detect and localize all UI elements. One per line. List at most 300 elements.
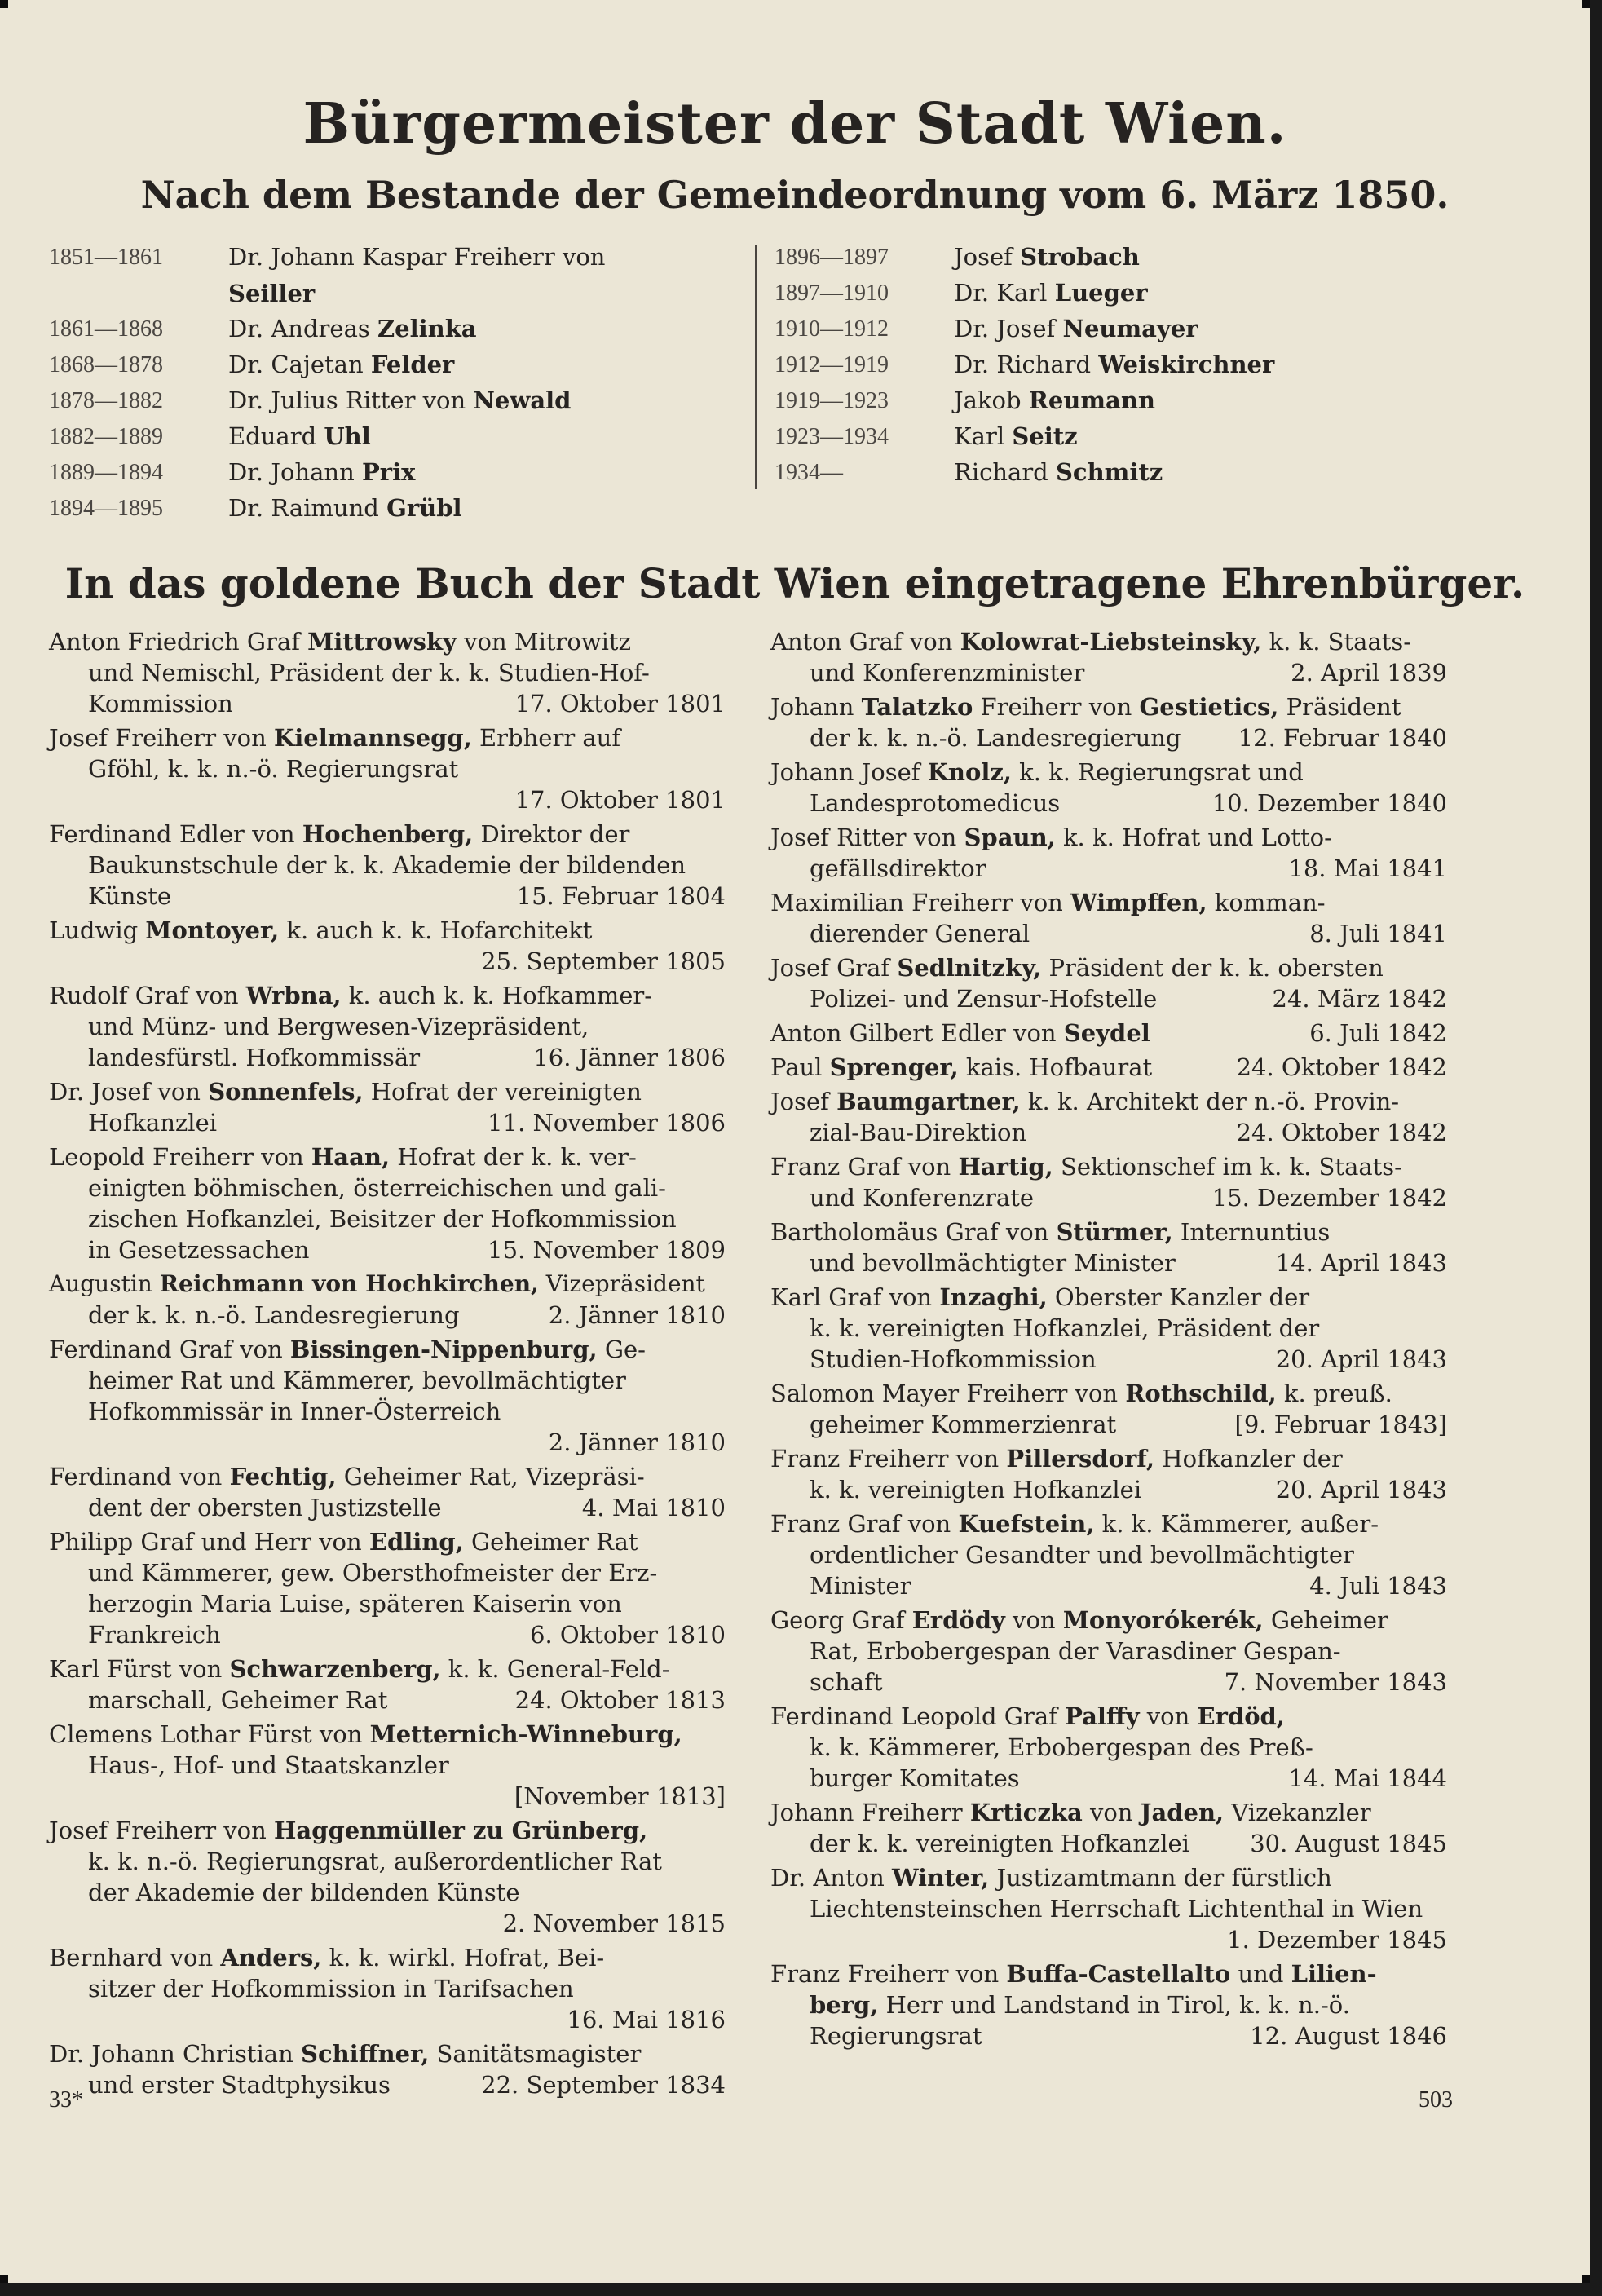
entry-date: 20. April 1843	[1275, 1476, 1447, 1503]
entry-lead	[770, 1445, 1343, 1473]
entry-lead	[49, 724, 620, 752]
entry-date: [November 1813]	[514, 1782, 726, 1810]
entry-text: Polizei- und Zensur-Hofstelle	[810, 985, 1158, 1013]
entry-text: in Gesetzessachen	[88, 1236, 310, 1264]
entry-line	[770, 1636, 1447, 1667]
entry-text: Justizamtmann der fürstlich	[989, 1864, 1332, 1892]
entry-text: Johann Freiherr	[770, 1799, 970, 1826]
mayor-row	[775, 241, 1345, 277]
entry-line	[49, 2069, 726, 2100]
honoree-name: Haggenmüller zu Grünberg,	[274, 1817, 648, 1844]
entry-lead	[770, 693, 1401, 721]
section-heading: In das goldene Buch der Stadt Wien eingetragene Ehrenbürger.	[64, 559, 1525, 607]
entry-line	[770, 1667, 1447, 1698]
entry-text: Johann Josef	[770, 758, 928, 786]
entry-text: von	[1082, 1799, 1141, 1826]
honorary-entry	[770, 1862, 1447, 1955]
entry-line	[770, 722, 1447, 753]
entry-text: heimer Rat und Kämmerer, bevollmächtigter	[88, 1367, 626, 1394]
entry-date: 15. November 1809	[488, 1236, 726, 1264]
entry-date: 8. Juli 1841	[1309, 920, 1447, 947]
entry-line	[770, 1378, 1447, 1409]
entry-text: und Nemischl, Präsident der k. k. Studien-Hof-	[88, 659, 650, 687]
entry-line	[770, 918, 1447, 949]
honoree-name: Sonnenfels,	[208, 1078, 364, 1106]
entry-line	[770, 1893, 1447, 1924]
entry-text: Ferdinand Graf von	[49, 1336, 290, 1363]
entry-text: Geheimer Rat, Vizepräsi-	[336, 1463, 645, 1490]
entry-line	[49, 1973, 726, 2004]
entry-line	[770, 1344, 1447, 1375]
entry-date: 12. Februar 1840	[1238, 724, 1447, 752]
mayor-list-left	[49, 241, 730, 528]
mayor-surname: Neumayer	[1062, 315, 1198, 342]
entry-line	[770, 1443, 1447, 1474]
entry-text: Franz Graf von	[770, 1153, 959, 1181]
entry-text: k. k. Kämmerer, Erbobergespan des Preß-	[810, 1733, 1313, 1761]
honoree-name: Schiffner,	[301, 2040, 430, 2068]
honoree-name: Montoyer,	[145, 916, 280, 944]
mayor-years: 1851—1861	[49, 245, 163, 270]
entry-text: Ge-	[597, 1336, 646, 1363]
honorary-entry	[770, 1086, 1447, 1148]
entry-line	[49, 1234, 726, 1265]
mayor-name	[954, 421, 1345, 457]
entry-text: Franz Graf von	[770, 1510, 959, 1538]
entry-line	[770, 1182, 1447, 1213]
entry-text: Dr. Anton	[770, 1864, 892, 1892]
entry-line	[49, 1750, 726, 1781]
honoree-name: Inzaghi,	[939, 1283, 1048, 1311]
entry-lead	[49, 1528, 638, 1556]
entry-line	[770, 1409, 1447, 1440]
entry-text: Haus-, Hof- und Staatskanzler	[88, 1751, 449, 1779]
entry-text: Hofkanzler der	[1154, 1445, 1343, 1473]
entry-text: Josef Graf	[770, 954, 898, 982]
entry-lead	[770, 1052, 1152, 1083]
entry-text: Josef Ritter von	[770, 823, 964, 851]
honoree-name: Palffy	[1065, 1702, 1140, 1730]
honoree-name: berg,	[810, 1991, 879, 2019]
entry-line	[49, 819, 726, 850]
honoree-name: Spaun,	[964, 823, 1056, 851]
entry-date: 15. Dezember 1842	[1211, 1184, 1447, 1212]
entry-line	[49, 722, 726, 753]
honoree-name: Hartig,	[958, 1153, 1053, 1181]
entry-text: k. auch k. k. Hofkammer-	[341, 982, 653, 1009]
entry-line	[49, 1141, 726, 1172]
mayor-surname: Seiller	[228, 280, 316, 307]
entry-lead	[770, 1606, 1388, 1634]
entry-line	[49, 1719, 726, 1750]
entry-line	[49, 1684, 726, 1715]
entry-text: dierender General	[810, 920, 1030, 947]
entry-text: k. k. vereinigten Hofkanzlei, Präsident der	[810, 1314, 1320, 1342]
honorary-entry	[49, 1269, 726, 1331]
entry-text: der k. k. n.-ö. Landesregierung	[88, 1301, 460, 1329]
entry-line	[770, 788, 1447, 819]
mayor-row	[775, 349, 1345, 385]
honorary-entry	[770, 952, 1447, 1014]
mayor-row	[49, 313, 730, 349]
entry-date: 24. März 1842	[1272, 985, 1447, 1013]
mayor-name	[954, 241, 1345, 277]
entry-date: 4. Juli 1843	[1309, 1572, 1447, 1600]
corner-mark	[0, 0, 8, 8]
honorary-entry	[770, 1151, 1447, 1213]
entry-date: 10. Dezember 1840	[1211, 789, 1447, 817]
mayor-name	[954, 385, 1345, 421]
entry-lead	[49, 1817, 647, 1844]
entry-line	[770, 1732, 1447, 1763]
entry-text: gefällsdirektor	[810, 854, 986, 882]
entry-line: zischen Hofkanzlei, Beisitzer der Hofkommission	[88, 1205, 677, 1233]
entry-lead	[770, 1283, 1309, 1311]
honorary-entry	[770, 1378, 1447, 1440]
entry-lead	[770, 1702, 1285, 1730]
entry-text: Hofrat der k. k. ver-	[390, 1143, 637, 1171]
entry-text: der k. k. vereinigten Hofkanzlei	[810, 1830, 1189, 1857]
entry-line	[49, 881, 726, 912]
entry-lead	[49, 982, 652, 1009]
entry-text: Vizekanzler	[1224, 1799, 1371, 1826]
entry-lead	[49, 820, 629, 848]
entry-line	[770, 1701, 1447, 1732]
column-divider	[755, 245, 757, 489]
entry-text: Josef Freiherr von	[49, 724, 275, 752]
honoree-name: Gestietics,	[1139, 693, 1279, 721]
honoree-name: Reichmann von Hochkirchen,	[159, 1270, 539, 1297]
entry-date: 16. Jänner 1806	[533, 1044, 726, 1071]
entry-lead	[770, 823, 1332, 851]
entry-text: Paul	[770, 1053, 830, 1081]
entry-text: Maximilian Freiherr von	[770, 889, 1071, 916]
honoree-name: Knolz,	[927, 758, 1012, 786]
entry-date: 17. Oktober 1801	[514, 786, 726, 814]
corner-mark	[0, 2275, 8, 2283]
entry-lead	[770, 889, 1326, 916]
entry-line	[770, 1508, 1447, 1539]
honorary-entry	[49, 1334, 726, 1458]
entry-lead	[770, 1799, 1371, 1826]
entry-text: landesfürstl. Hofkommissär	[88, 1044, 421, 1071]
honoree-name: Fechtig,	[229, 1463, 337, 1490]
entry-lead	[49, 1463, 645, 1490]
entry-line: herzogin Maria Luise, späteren Kaiserin von	[88, 1590, 622, 1618]
entry-date: 25. September 1805	[481, 947, 726, 975]
mayor-name	[228, 313, 730, 349]
entry-lead	[49, 1720, 682, 1748]
honorary-list-right	[770, 626, 1447, 2055]
entry-line	[770, 1247, 1447, 1278]
honorary-entry	[49, 1076, 726, 1138]
honorary-entry	[770, 887, 1447, 949]
entry-lead	[49, 1655, 670, 1683]
mayor-given-name: Dr. Cajetan	[228, 351, 371, 378]
entry-text: zial-Bau-Direktion	[810, 1119, 1027, 1146]
entry-text: Internuntius	[1172, 1218, 1331, 1246]
mayor-years: 1912—1919	[775, 352, 889, 378]
corner-mark	[1582, 2275, 1590, 2283]
entry-date: 7. November 1843	[1224, 1668, 1447, 1696]
mayor-years: 1934—	[775, 460, 843, 485]
entry-line	[770, 1570, 1447, 1601]
entry-text: Hofkanzlei	[88, 1109, 218, 1137]
entry-text: der k. k. n.-ö. Landesregierung	[810, 724, 1181, 752]
honorary-entry	[770, 691, 1447, 753]
entry-text: marschall, Geheimer Rat	[88, 1686, 388, 1714]
entry-date: 2. April 1839	[1291, 659, 1447, 687]
honoree-name: Baumgartner,	[836, 1088, 1021, 1115]
entry-line	[49, 1619, 726, 1650]
entry-line	[49, 1011, 726, 1042]
entry-text: einigten böhmischen, österreichischen und gali-	[88, 1174, 666, 1202]
mayor-name	[954, 349, 1345, 385]
mayor-row	[775, 457, 1345, 492]
entry-line	[770, 822, 1447, 853]
entry-line	[49, 1654, 726, 1684]
mayor-name	[228, 421, 730, 457]
honoree-name: Sedlnitzky,	[897, 954, 1042, 982]
entry-date: 2. Jänner 1810	[548, 1301, 726, 1329]
entry-line	[770, 1282, 1447, 1313]
entry-date: 6. Oktober 1810	[530, 1621, 726, 1649]
entry-text: dent der obersten Justizstelle	[88, 1494, 442, 1521]
honorary-entry	[49, 1461, 726, 1523]
entry-line	[770, 1086, 1447, 1117]
honoree-name: Haan,	[311, 1143, 391, 1171]
honoree-name: Erdöd,	[1197, 1702, 1285, 1730]
honoree-name: Talatzko	[861, 693, 973, 721]
entry-text: Josef	[770, 1088, 837, 1115]
entry-text: k. k. vereinigten Hofkanzlei	[810, 1476, 1142, 1503]
mayor-surname: Uhl	[324, 422, 371, 450]
entry-line	[49, 1942, 726, 1973]
entry-line	[49, 1365, 726, 1396]
mayor-years: 1868—1878	[49, 352, 163, 378]
page-subtitle: Nach dem Bestande der Gemeindeordnung vom 6. März 1850.	[140, 173, 1450, 217]
mayor-row	[49, 241, 730, 277]
honorary-entry	[49, 1141, 726, 1265]
honoree-name: Pillersdorf,	[1006, 1445, 1155, 1473]
mayor-given-name: Richard	[954, 458, 1056, 486]
entry-text: Sanitätsmagister	[429, 2040, 642, 2068]
mayor-name	[954, 277, 1345, 313]
entry-date: 30. August 1845	[1250, 1830, 1447, 1857]
entry-line	[49, 1492, 726, 1523]
mayor-name-text: Dr. Johann Kaspar Freiherr von	[228, 243, 606, 271]
entry-date: 14. April 1843	[1275, 1249, 1447, 1277]
entry-line	[770, 626, 1447, 657]
honoree-name: Hochenberg,	[302, 820, 474, 848]
honorary-entry	[770, 1605, 1447, 1698]
entry-text: und Konferenzminister	[810, 659, 1085, 687]
entry-text: schaft	[810, 1668, 883, 1696]
mayor-years: 1861—1868	[49, 316, 163, 342]
entry-text: Direktor der	[473, 820, 630, 848]
honoree-name: Kolowrat-Liebsteinsky,	[960, 628, 1262, 656]
entry-line	[770, 1605, 1447, 1636]
entry-text: Dr. Josef von	[49, 1078, 209, 1106]
mayor-row	[49, 492, 730, 528]
entry-text: und Kämmerer, gew. Obersthofmeister der Erz-	[88, 1559, 658, 1587]
entry-text: Sektionschef im k. k. Staats-	[1053, 1153, 1402, 1181]
mayor-surname: Felder	[370, 351, 455, 378]
entry-text: k. k. wirkl. Hofrat, Bei-	[321, 1944, 605, 1971]
honorary-entry	[770, 1443, 1447, 1505]
mayor-surname: Weiskirchner	[1098, 351, 1275, 378]
honorary-entry	[770, 1018, 1447, 1049]
entry-line	[49, 2038, 726, 2069]
entry-line	[770, 1052, 1447, 1083]
entry-text: geheimer Kommerzienrat	[810, 1411, 1117, 1438]
entry-lead	[49, 1143, 637, 1171]
mayor-name	[228, 457, 730, 492]
entry-line	[770, 757, 1447, 788]
entry-text: und bevollmächtigter Minister	[810, 1249, 1176, 1277]
entry-date: 4. Mai 1810	[581, 1494, 726, 1521]
honorary-entry	[49, 626, 726, 719]
entry-text: Augustin	[49, 1270, 160, 1297]
honorary-entry	[49, 2038, 726, 2100]
entry-lead	[770, 1153, 1402, 1181]
entry-lead	[770, 1218, 1330, 1246]
entry-line	[770, 2020, 1447, 2051]
entry-line	[770, 1797, 1447, 1828]
entry-lead	[770, 758, 1304, 786]
entry-line	[770, 1018, 1447, 1049]
entry-date: 24. Oktober 1842	[1236, 1053, 1447, 1081]
mayor-years: 1897—1910	[775, 280, 889, 306]
entry-date: 16. Mai 1816	[567, 2006, 726, 2033]
entry-line	[770, 1989, 1447, 2020]
entry-line	[49, 688, 726, 719]
entry-text: k. k. Architekt der n.-ö. Provin-	[1020, 1088, 1400, 1115]
entry-lead	[770, 628, 1411, 656]
entry-date: 20. April 1843	[1275, 1345, 1447, 1373]
mayor-row	[775, 385, 1345, 421]
honoree-name: Buffa-Castellalto	[1006, 1960, 1231, 1988]
entry-date: 12. August 1846	[1250, 2022, 1447, 2050]
entry-line	[770, 952, 1447, 983]
entry-text: burger Komitates	[810, 1764, 1020, 1792]
entry-text: Liechtensteinschen Herrschaft Lichtenthal in Wien	[810, 1895, 1423, 1923]
entry-text: Bartholomäus Graf von	[770, 1218, 1057, 1246]
mayor-given-name: Dr. Johann	[228, 458, 362, 486]
entry-line	[770, 1828, 1447, 1859]
entry-text: Baukunstschule der k. k. Akademie der bildenden	[88, 851, 686, 879]
entry-text: Geheimer	[1263, 1606, 1388, 1634]
entry-text: Minister	[810, 1572, 911, 1600]
mayor-surname: Reumann	[1028, 386, 1156, 414]
entry-line	[770, 1216, 1447, 1247]
honorary-entry	[49, 722, 726, 815]
entry-text: Hofrat der vereinigten	[363, 1078, 642, 1106]
entry-date: 2. November 1815	[502, 1910, 726, 1937]
entry-text: von	[1004, 1606, 1063, 1634]
entry-line	[49, 1557, 726, 1588]
entry-text: k. auch k. k. Hofarchitekt	[279, 916, 593, 944]
entry-text: Ludwig	[49, 916, 146, 944]
entry-text: Ferdinand von	[49, 1463, 230, 1490]
honoree-name: Stürmer,	[1056, 1218, 1173, 1246]
entry-text: und Konferenzrate	[810, 1184, 1035, 1212]
entry-date: 24. Oktober 1842	[1236, 1119, 1447, 1146]
entry-line	[770, 983, 1447, 1014]
entry-text: Freiherr von	[973, 693, 1140, 721]
entry-lead	[770, 1864, 1332, 1892]
entry-line	[49, 1815, 726, 1846]
mayor-given-name: Dr. Julius Ritter von	[228, 386, 474, 414]
honoree-name: Wrbna,	[245, 982, 342, 1009]
entry-lead	[770, 1960, 1377, 1988]
entry-text: Anton Graf von	[770, 628, 960, 656]
entry-line	[770, 1763, 1447, 1794]
entry-line	[49, 1172, 726, 1203]
mayor-name	[228, 492, 730, 528]
honoree-name: Sprenger,	[829, 1053, 959, 1081]
mayor-surname: Lueger	[1054, 279, 1148, 307]
mayor-surname: Newald	[473, 386, 572, 414]
entry-text: Anton Friedrich Graf	[49, 628, 308, 656]
entry-line	[770, 1862, 1447, 1893]
mayor-given-name: Dr. Andreas	[228, 315, 377, 342]
honorary-entry	[770, 626, 1447, 688]
entry-line	[49, 980, 726, 1011]
entry-line	[49, 915, 726, 946]
mayor-given-name: Josef	[954, 243, 1021, 271]
honoree-name: Edling,	[369, 1528, 464, 1556]
honoree-name: Metternich-Winneburg,	[369, 1720, 682, 1748]
entry-date: 17. Oktober 1801	[514, 690, 726, 718]
entry-text: k. k. General-Feld-	[440, 1655, 670, 1683]
entry-text: Karl Fürst von	[49, 1655, 230, 1683]
entry-text: Regierungsrat	[810, 2022, 982, 2050]
mayor-years: 1878—1882	[49, 388, 163, 413]
mayor-surname: Grübl	[386, 494, 462, 522]
entry-text: Anton Gilbert Edler von	[770, 1019, 1064, 1047]
honoree-name: Kuefstein,	[958, 1510, 1095, 1538]
entry-lead	[770, 1088, 1399, 1115]
mayor-given-name: Dr. Richard	[954, 351, 1099, 378]
honoree-name: Erdödy	[911, 1606, 1005, 1634]
mayor-row	[775, 277, 1345, 313]
entry-text: ordentlicher Gesandter und bevollmächtigter	[810, 1541, 1354, 1569]
signature-mark: 33*	[49, 2087, 83, 2113]
entry-lead	[49, 1336, 646, 1363]
entry-line	[49, 657, 726, 688]
mayor-row	[49, 349, 730, 385]
entry-text: Präsident der k. k. obersten	[1041, 954, 1384, 982]
entry-text: k. k. Kämmerer, außer-	[1094, 1510, 1379, 1538]
mayor-years: 1919—1923	[775, 388, 889, 413]
entry-text: kais. Hofbaurat	[958, 1053, 1153, 1081]
entry-line	[770, 1151, 1447, 1182]
entry-line	[770, 1958, 1447, 1989]
honorary-entry	[770, 1508, 1447, 1601]
honorary-entry	[49, 819, 726, 912]
mayor-years: 1882—1889	[49, 424, 163, 449]
honorary-list-left	[49, 626, 726, 2104]
honoree-name: Monyorókerék,	[1062, 1606, 1264, 1634]
mayor-list-right	[775, 241, 1345, 492]
mayor-given-name: Karl	[954, 422, 1013, 450]
entry-text: und erster Stadtphysikus	[88, 2071, 391, 2099]
entry-text: von Mitrowitz	[456, 628, 631, 656]
entry-text: Philipp Graf und Herr von	[49, 1528, 369, 1556]
entry-line	[49, 1107, 726, 1138]
entry-date: 2. Jänner 1810	[548, 1428, 726, 1456]
